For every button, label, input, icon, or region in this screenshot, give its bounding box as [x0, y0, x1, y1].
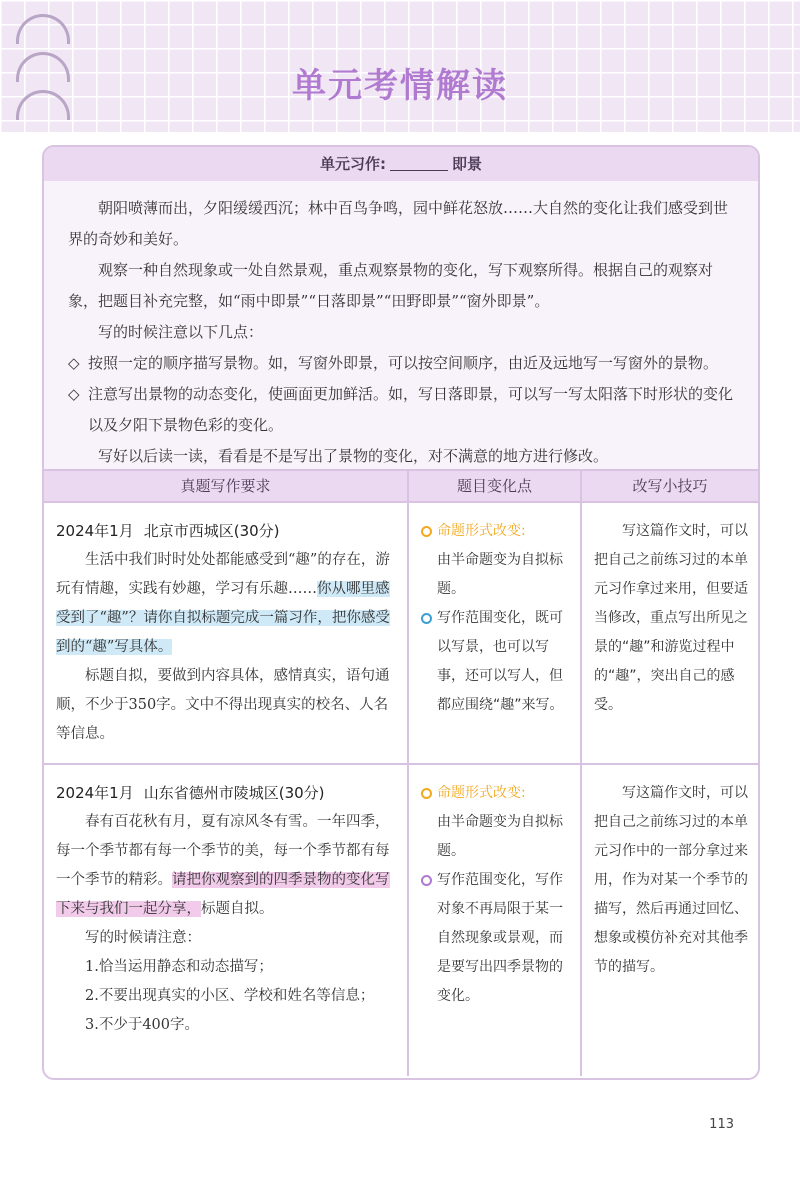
requirement-text: 标题自拟，要做到内容具体，感情真实，语句通顺，不少于350字。文中不得出现真实的校名、人名等信息。 [56, 668, 390, 742]
task-paragraph: 观察一种自然现象或一处自然景观，重点观察景物的变化，写下观察所得。根据自己的观察对象，把题目补充完整，如“雨中即景”“日落即景”“田野即景”“窗外即景”。 [68, 261, 714, 310]
binder-ring-icon [16, 14, 70, 44]
highlighted-text: 请把你观察到的四季景物的变化写下来与我们一起分享， [56, 872, 390, 917]
task-heading-prefix: 单元习作: [319, 155, 386, 173]
requirement-cell [44, 503, 409, 763]
requirement-text: 春有百花秋有月，夏有凉风冬有雪。一年四季，每一个季节都有每一个季节的美，每一个季节都有每一个季节的精彩。请把你观察到的四季景物的变化写下来与我们一起分享，标题自拟。 [56, 814, 390, 917]
task-bullet [68, 348, 738, 379]
page-number: 113 [709, 1117, 734, 1132]
diamond-icon: ◇ [68, 354, 80, 372]
change-tag: 命题形式改变: [437, 523, 526, 539]
change-item: 写作范围变化，写作对象不再局限于某一自然现象或景观，而是要写出四季景物的变化。 [421, 866, 572, 1011]
note-item: 3.不少于400字。 [85, 1017, 200, 1033]
highlighted-text: 你从哪里感受到了“趣”？请你自拟标题完成一篇习作，把你感受到的“趣”写具体。 [56, 581, 390, 655]
unit-card [42, 145, 760, 1080]
change-item: 命题形式改变: 由半命题变为自拟标题。 [421, 779, 572, 866]
page-title: 单元考情解读 [292, 66, 508, 106]
task-paragraph: 朝阳喷薄而出，夕阳缓缓西沉；林中百鸟争鸣，园中鲜花怒放……大自然的变化让我们感受到世界的奇妙和美好。 [68, 199, 729, 248]
circle-bullet-icon [421, 613, 432, 624]
task-body [44, 181, 758, 469]
change-item: 命题形式改变: 由半命题变为自拟标题。 [421, 517, 572, 604]
exam-date: 2024年1月 [56, 784, 134, 802]
change-cell [409, 765, 582, 1076]
circle-bullet-icon [421, 875, 432, 886]
tip-cell: 写这篇作文时，可以把自己之前练习过的本单元习作拿过来用，但要适当修改，重点写出所见之景的“趣”和游览过程中的“趣”，突出自己的感受。 [594, 523, 748, 713]
blank-line [390, 151, 448, 171]
exam-date: 2024年1月 [56, 522, 134, 540]
circle-bullet-icon [421, 788, 432, 799]
task-closing: 写好以后读一读，看看是不是写出了景物的变化，对不满意的地方进行修改。 [98, 447, 609, 465]
bullet-text: 注意写出景物的动态变化，使画面更加鲜活。如，写日落即景，可以写一写太阳落下时形状的变化以及夕阳下景物色彩的变化。 [88, 385, 734, 434]
change-tag: 命题形式改变: [437, 785, 526, 801]
exam-region: 山东省德州市陵城区(30分) [143, 784, 325, 802]
task-paragraph: 写的时候注意以下几点： [98, 323, 264, 341]
header-tips: 改写小技巧 [632, 477, 708, 495]
task-heading [44, 147, 758, 181]
header-changes: 题目变化点 [409, 471, 582, 501]
requirement-text: 生活中我们时时处处都能感受到“趣”的存在，游玩有情趣，实践有妙趣，学习有乐趣……你从哪里感受到了“趣”？请你自拟标题完成一篇习作，把你感受到的“趣”写具体。 [56, 552, 390, 655]
exam-source [56, 517, 397, 546]
diamond-icon: ◇ [68, 385, 80, 403]
table-row [44, 503, 758, 765]
exam-source [56, 779, 397, 808]
circle-bullet-icon [421, 526, 432, 537]
requirement-cell [44, 765, 409, 1076]
notes-title: 写的时候请注意： [85, 930, 201, 946]
header-requirements: 真题写作要求 [44, 471, 409, 501]
note-item: 2.不要出现真实的小区、学校和姓名等信息； [85, 988, 375, 1004]
tip-cell: 写这篇作文时，可以把自己之前练习过的本单元习作中的一部分拿过来用，作为对某一个季节的描写，然后再通过回忆、想象或模仿补充对其他季节的描写。 [594, 785, 748, 975]
bullet-text: 按照一定的顺序描写景物。如，写窗外即景，可以按空间顺序，由近及远地写一写窗外的景物。 [88, 354, 719, 372]
table-row [44, 765, 758, 1076]
note-item: 1.恰当运用静态和动态描写； [85, 959, 273, 975]
task-bullet [68, 379, 738, 441]
change-cell [409, 503, 582, 763]
task-heading-suffix: 即景 [451, 155, 482, 173]
change-item: 写作范围变化，既可以写景，也可以写事，还可以写人，但都应围绕“趣”来写。 [421, 604, 572, 720]
table-header [44, 469, 758, 503]
exam-region: 北京市西城区(30分) [143, 522, 280, 540]
header-band [0, 0, 800, 132]
